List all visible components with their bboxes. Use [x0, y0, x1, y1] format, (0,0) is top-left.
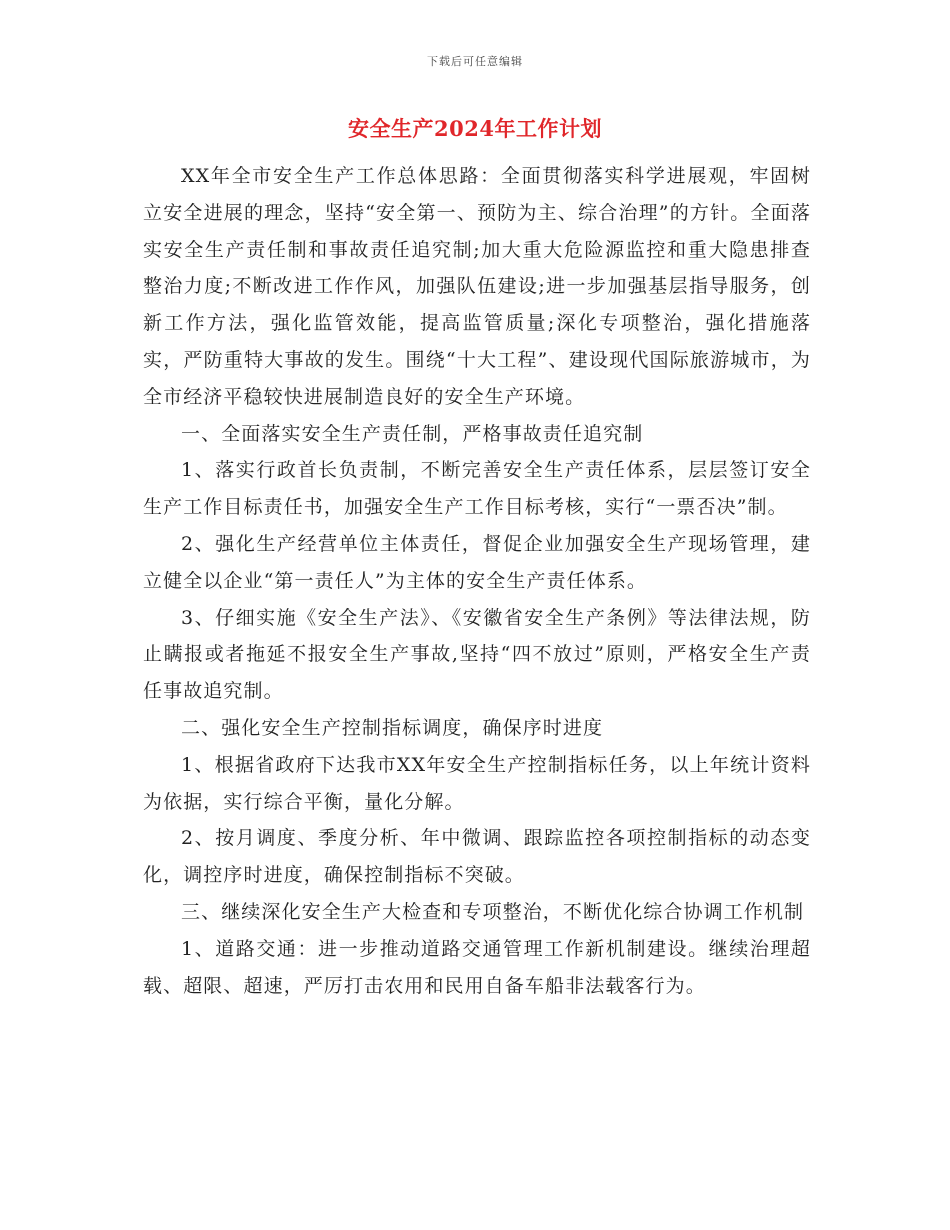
section-3-item-1: 1、道路交通：进一步推动道路交通管理工作新机制建设。继续治理超载、超限、超速，严厉打击农用和民用自备车船非法载客行为。	[143, 937, 811, 997]
section-1-item-2: 2、强化生产经营单位主体责任，督促企业加强安全生产现场管理，建立健全以企业“第一责任人”为主体的安全生产责任体系。	[143, 532, 811, 592]
section-1-item-3: 3、仔细实施《安全生产法》、《安徽省安全生产条例》等法律法规，防止瞒报或者拖延不报安全生产事故,坚持“四不放过”原则，严格安全生产责任事故追究制。	[143, 606, 811, 703]
document-body	[143, 158, 811, 1004]
section-1-item-1: 1、落实行政首长负责制，不断完善安全生产责任体系，层层签订安全生产工作目标责任书，加强安全生产工作目标考核，实行“一票否决”制。	[143, 459, 811, 519]
section-heading-3: 三、继续深化安全生产大检查和专项整治，不断优化综合协调工作机制	[181, 900, 805, 923]
section-2-item-1: 1、根据省政府下达我市XX年安全生产控制指标任务，以上年统计资料为依据，实行综合平衡，量化分解。	[143, 753, 811, 813]
download-note: 下载后可任意编辑	[427, 55, 523, 68]
section-heading-2: 二、强化安全生产控制指标调度，确保序时进度	[181, 716, 604, 739]
intro-paragraph: XX年全市安全生产工作总体思路：全面贯彻落实科学进展观，牢固树立安全进展的理念，坚持“安全第一、预防为主、综合治理”的方针。全面落实安全生产责任制和事故责任追究制;加大重大危险源监控和重大隐患排查整治力度;不断改进工作作风，加强队伍建设;进一步加强基层指导服务，创新工作方法，强化监管效能，提高监管质量;深化专项整治，强化措施落实，严防重特大事故的发生。围绕“十大工程”、建设现代国际旅游城市，为全市经济平稳较快进展制造良好的安全生产环境。	[143, 165, 811, 408]
section-2-item-2: 2、按月调度、季度分析、年中微调、跟踪监控各项控制指标的动态变化，调控序时进度，确保控制指标不突破。	[143, 827, 811, 887]
document-title: 安全生产2024年工作计划	[348, 116, 602, 141]
section-heading-1: 一、全面落实安全生产责任制，严格事故责任追究制	[181, 422, 644, 445]
